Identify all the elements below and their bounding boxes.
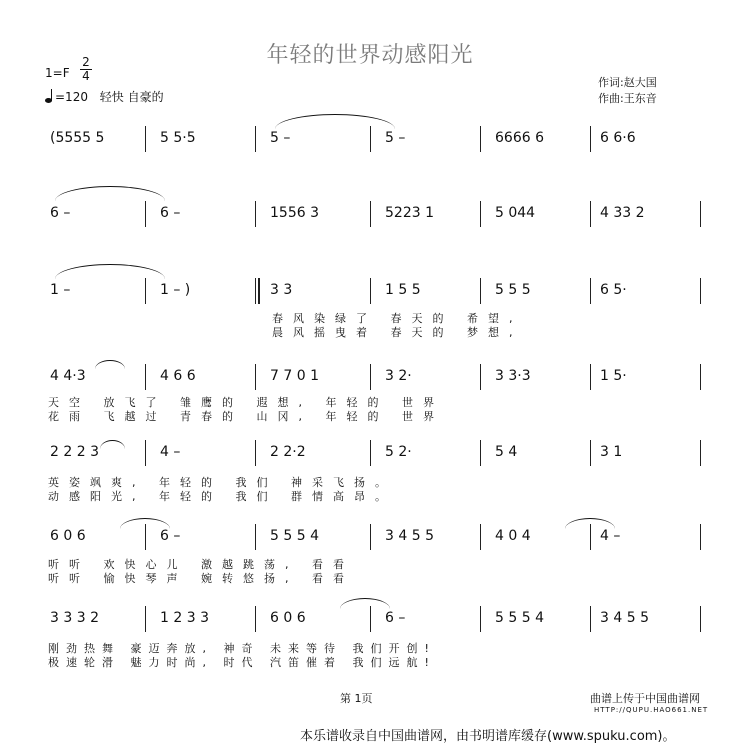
measure: 5 2·	[385, 444, 412, 460]
bar-line	[700, 364, 701, 390]
bar-line	[480, 606, 481, 632]
slur-arc	[565, 518, 615, 529]
tempo-description: 轻快 自豪的	[99, 90, 164, 104]
bar-line	[700, 278, 701, 304]
bar-line	[590, 440, 591, 466]
lyric-line: 天空 放飞了 雏鹰的 遐想, 年轻的 世界	[48, 396, 444, 409]
bar-line	[255, 201, 256, 227]
measure: 4 –	[600, 528, 621, 544]
bar-line	[255, 126, 256, 152]
measure: 1 –	[50, 282, 71, 298]
bar-line	[480, 201, 481, 227]
bar-line	[255, 524, 256, 550]
bar-line	[370, 440, 371, 466]
measure: 3 3·3	[495, 368, 531, 384]
measure: 5 044	[495, 205, 536, 221]
bar-line	[145, 364, 146, 390]
measure: 6 –	[50, 205, 71, 221]
measure: 6 0 6	[50, 528, 86, 544]
lyricist: 作词:赵大国	[598, 76, 657, 89]
slur-arc	[55, 186, 165, 201]
measure: 3 1	[600, 444, 623, 460]
measure: 6 –	[160, 528, 181, 544]
bar-line	[145, 278, 146, 304]
measure: 3 2·	[385, 368, 412, 384]
bar-line	[590, 606, 591, 632]
lyric-line: 听听 欢快心儿 激越跳荡, 看看	[48, 558, 354, 571]
bar-line	[145, 440, 146, 466]
measure: 4 –	[160, 444, 181, 460]
bar-line	[370, 524, 371, 550]
bar-line	[480, 364, 481, 390]
slur-arc	[340, 598, 390, 609]
bar-line	[700, 440, 701, 466]
bar-line	[480, 440, 481, 466]
measure: 4 4·3	[50, 368, 86, 384]
measure: 4 6 6	[160, 368, 196, 384]
slur-arc	[55, 264, 165, 279]
lyric-line: 听听 愉快琴声 婉转悠扬, 看看	[48, 572, 354, 585]
key-signature: 1=F	[45, 66, 70, 80]
slur-arc	[95, 360, 125, 369]
measure: 5 5 5 4	[495, 610, 544, 626]
measure: 7 7 0 1	[270, 368, 319, 384]
lyric-line: 花雨 飞越过 青春的 山冈, 年轻的 世界	[48, 410, 444, 423]
measure: 6 6·6	[600, 130, 636, 146]
bar-line	[145, 606, 146, 632]
measure: 4 33 2	[600, 205, 645, 221]
bar-line	[255, 606, 256, 632]
watermark-text: 曲谱上传于中国曲谱网	[590, 692, 700, 705]
bar-line	[370, 606, 371, 632]
bar-line	[145, 126, 146, 152]
quarter-note-icon	[45, 89, 53, 103]
measure: 5 5·5	[160, 130, 196, 146]
lyric-line: 春风染绿了 春天的 希望,	[272, 312, 523, 325]
measure: 3 4 5 5	[600, 610, 649, 626]
bar-line	[255, 278, 256, 304]
slur-arc	[100, 440, 125, 449]
measure: 6 0 6	[270, 610, 306, 626]
measure: 4 0 4	[495, 528, 531, 544]
bar-line	[700, 606, 701, 632]
meter-top: 2	[82, 55, 90, 69]
footer-note: 本乐谱收录自中国曲谱网，由书明谱库缓存(www.spuku.com)。	[300, 729, 676, 744]
measure: 5 5 5 4	[270, 528, 319, 544]
lyric-line: 晨风摇曳着 春天的 梦想,	[272, 326, 523, 339]
measure: 1 2 3 3	[160, 610, 209, 626]
bar-line	[480, 524, 481, 550]
measure: 5 –	[270, 130, 291, 146]
measure: 3 4 5 5	[385, 528, 434, 544]
page-title: 年轻的世界动感阳光	[266, 43, 474, 68]
measure: 2 2 2 3	[50, 444, 99, 460]
bar-line	[370, 364, 371, 390]
lyric-line: 刚劲热舞 豪迈奔放, 神奇 未来等待 我们开创!	[48, 642, 436, 655]
lyric-line: 动感阳光, 年轻的 我们 群情高昂。	[48, 490, 396, 503]
watermark-url: HTTP://QUPU.HAO661.NET	[594, 706, 709, 714]
measure: 5 4	[495, 444, 518, 460]
lyric-line: 极速轮滑 魅力时尚, 时代 汽笛催着 我们远航!	[48, 656, 436, 669]
bar-line	[700, 524, 701, 550]
measure: 2 2·2	[270, 444, 306, 460]
bar-line	[370, 278, 371, 304]
measure: 6 5·	[600, 282, 627, 298]
tempo-value: =120	[55, 90, 88, 104]
repeat-bar-line	[258, 278, 260, 304]
composer: 作曲:王东音	[598, 92, 657, 105]
slur-arc	[275, 114, 395, 129]
meter-bottom: 4	[82, 69, 90, 83]
measure: 3 3 3 2	[50, 610, 99, 626]
bar-line	[590, 364, 591, 390]
measure: 5223 1	[385, 205, 434, 221]
tempo-marking	[45, 88, 164, 105]
bar-line	[145, 201, 146, 227]
bar-line	[255, 440, 256, 466]
measure: 1556 3	[270, 205, 319, 221]
measure: 5 –	[385, 130, 406, 146]
measure: 6 –	[385, 610, 406, 626]
measure: 3 3	[270, 282, 293, 298]
measure: 6 –	[160, 205, 181, 221]
bar-line	[370, 201, 371, 227]
bar-line	[255, 364, 256, 390]
measure: (5555 5	[50, 130, 105, 146]
time-signature	[80, 56, 92, 83]
measure: 5 5 5	[495, 282, 531, 298]
bar-line	[370, 126, 371, 152]
page-number: 第 1页	[340, 692, 373, 705]
bar-line	[480, 126, 481, 152]
slur-arc	[120, 518, 170, 529]
measure: 6666 6	[495, 130, 544, 146]
bar-line	[590, 201, 591, 227]
measure: 1 5·	[600, 368, 627, 384]
bar-line	[480, 278, 481, 304]
lyric-line: 英姿飒爽, 年轻的 我们 神采飞扬。	[48, 476, 396, 489]
measure: 1 5 5	[385, 282, 421, 298]
bar-line	[700, 201, 701, 227]
measure: 1 – )	[160, 282, 191, 298]
bar-line	[590, 278, 591, 304]
bar-line	[590, 126, 591, 152]
